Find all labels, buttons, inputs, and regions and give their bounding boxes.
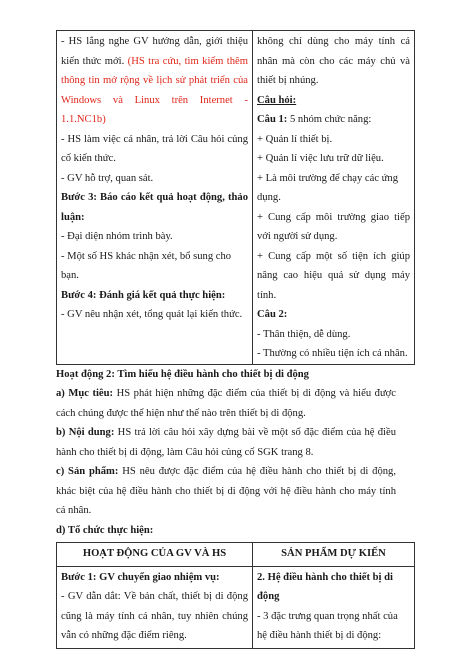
paragraph: không chỉ dùng cho máy tính cá nhân mà còn cho các máy chủ và thiết bị nhúng. <box>257 36 410 86</box>
step-heading: Bước 4: Đánh giá kết quả thực hiện: <box>61 289 226 301</box>
label: a) Mục tiêu: <box>56 388 114 399</box>
paragraph <box>61 32 248 130</box>
red-note-text: (HS tra cứu, tìm kiếm thêm thông tin mở rộng về lịch sử phát triển của Windows và Linux trên Internet - 1.1.NC1b) <box>61 55 248 125</box>
paragraph: - Đại diện nhóm trình bày. <box>61 231 173 242</box>
header-activity: HOẠT ĐỘNG CỦA GV VÀ HS <box>57 543 253 567</box>
paragraph: - GV dẫn dắt: Về bản chất, thiết bị di động cũng là máy tính cá nhân, tuy nhiên chúng vẫn có những đặc điểm riêng. <box>61 591 248 641</box>
teacher-student-activity-cell <box>57 566 253 648</box>
content-paragraph <box>56 423 396 462</box>
list-item: + Là môi trường để chạy các ứng dụng. <box>257 172 399 203</box>
activity-table <box>56 542 415 649</box>
organization-heading: d) Tổ chức thực hiện: <box>56 524 154 536</box>
expected-product-cell <box>253 566 415 648</box>
step-heading: Bước 1: GV chuyển giao nhiệm vụ: <box>61 571 220 583</box>
objective-paragraph <box>56 384 396 423</box>
label: b) Nội dung: <box>56 427 115 438</box>
paragraph: - HS làm việc cá nhân, trả lời Câu hỏi củng cố kiến thức. <box>61 133 248 164</box>
activity-heading: Hoạt động 2: Tìm hiểu hệ điều hành cho thiết bị di động <box>56 368 309 380</box>
paragraph: - GV nêu nhận xét, tổng quát lại kiến thức. <box>61 309 243 320</box>
question-label: Câu 2: <box>257 309 288 320</box>
text: 5 nhóm chức năng: <box>287 114 372 125</box>
list-item: - Thường có nhiều tiện ích cá nhân. <box>257 348 408 359</box>
product-paragraph <box>56 462 396 521</box>
text: HS trả lời câu hỏi xây dựng bài về một số đặc điểm của hệ điều hành cho thiết bị di động, làm Câu hỏi củng cố SGK trang 8. <box>56 427 396 458</box>
questions-heading: Câu hỏi: <box>257 94 297 106</box>
text: - HS lắng nghe GV hướng dẫn, giới thiệu kiến thức mới. <box>61 36 248 67</box>
expected-product-cell <box>253 31 415 365</box>
list-item: + Cung cấp một số tiện ích giúp nâng cao hiệu quả sử dụng máy tính. <box>257 250 410 301</box>
paragraph <box>257 110 410 130</box>
header-product: SẢN PHẨM DỰ KIẾN <box>253 543 415 567</box>
text: HS nêu được đặc điểm của hệ điều hành cho thiết bị di động, khác biệt của hệ điều hành cho thiết bị di động với hệ điều hành cho máy tính cá nhân. <box>56 466 396 516</box>
step-heading: Bước 3: Báo cáo kết quả hoạt động, thảo luận: <box>61 192 248 223</box>
paragraph: - 3 đặc trưng quan trọng nhất của hệ điều hành thiết bị di động: <box>257 610 398 641</box>
list-item: + Quản lí việc lưu trữ dữ liệu. <box>257 153 384 164</box>
paragraph: - Một số HS khác nhận xét, bổ sung cho bạn. <box>61 250 232 281</box>
list-item: + Quản lí thiết bị. <box>257 133 333 145</box>
list-item: - Thân thiện, dễ dùng. <box>257 328 351 340</box>
label: c) Sản phẩm: <box>56 466 119 477</box>
text: HS phát hiện những đặc điểm của thiết bị di động và hiểu được cách chúng được thể hiện như thế nào trên thiết bị di động. <box>56 388 396 419</box>
activity-2-section <box>56 365 396 541</box>
teacher-student-activity-cell <box>57 31 253 365</box>
paragraph: - GV hỗ trợ, quan sát. <box>61 172 154 184</box>
section-heading: 2. Hệ điều hành cho thiết bị di động <box>257 571 393 602</box>
activity-table-continued <box>56 30 415 365</box>
question-label: Câu 1: <box>257 114 288 125</box>
document-page <box>56 30 410 649</box>
list-item: + Cung cấp môi trường giao tiếp với người sử dụng. <box>257 211 410 242</box>
